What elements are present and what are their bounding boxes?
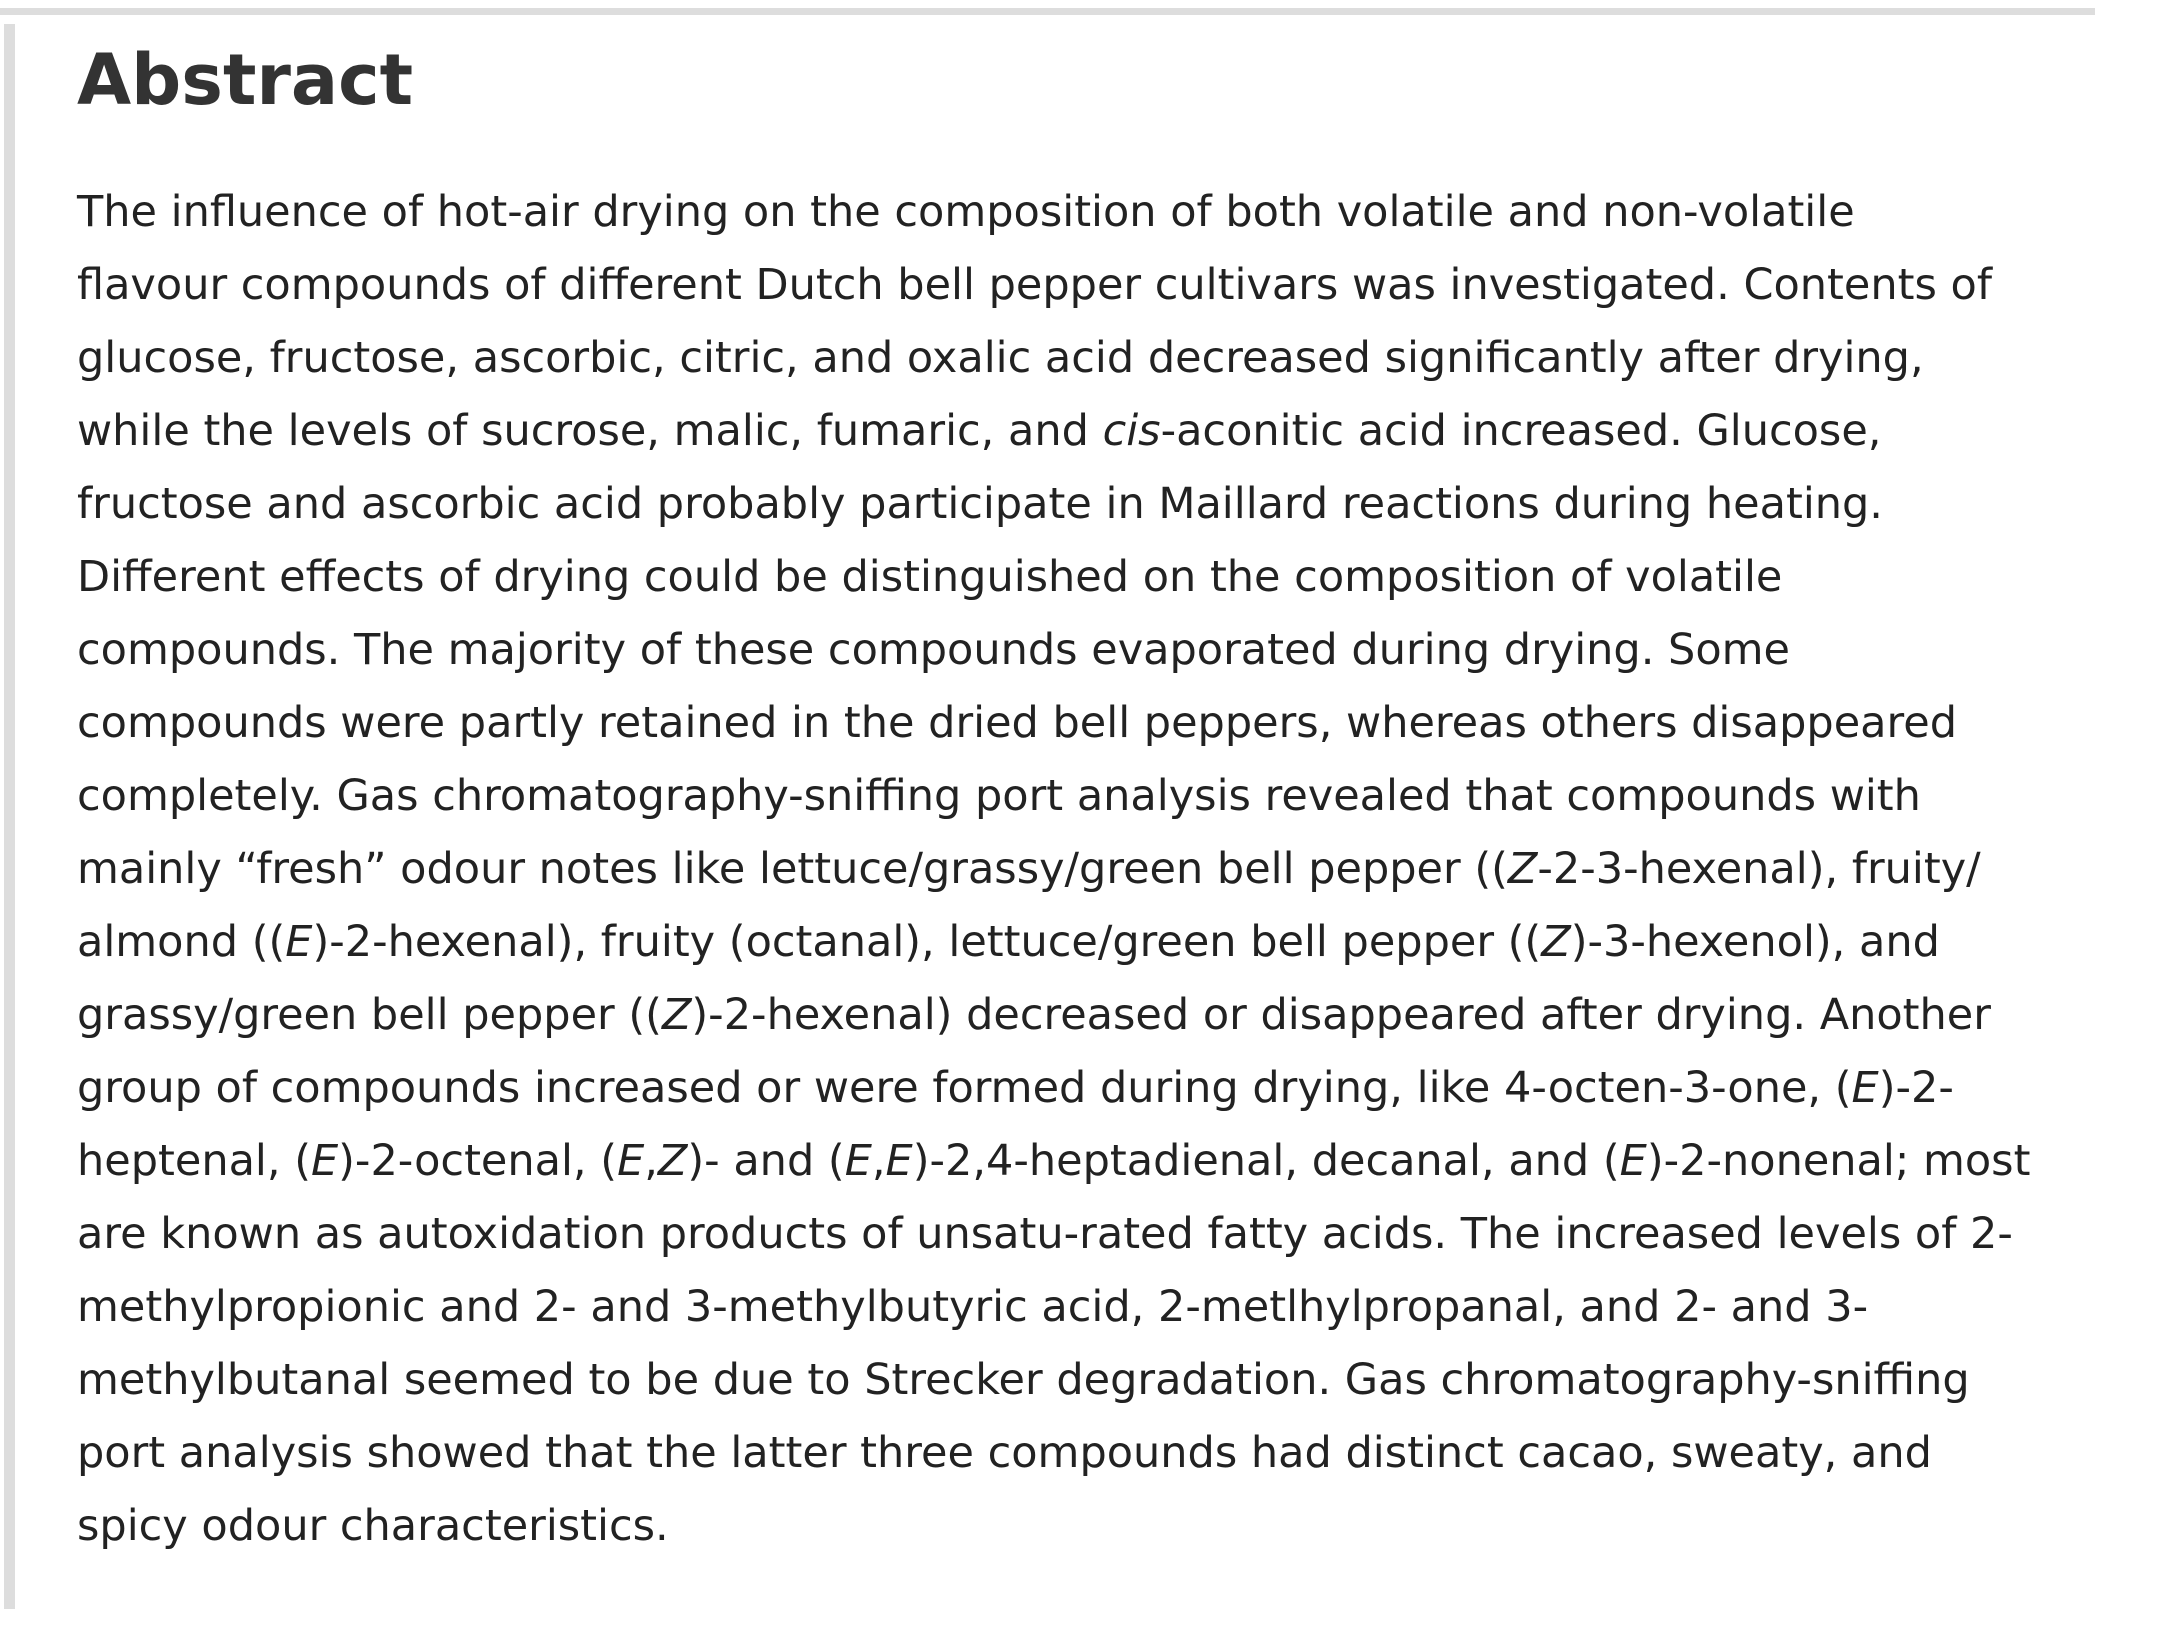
- text-run: grassy/green bell pepper ((: [77, 990, 662, 1040]
- text-run: heptenal, (: [77, 1136, 311, 1186]
- abstract-line: [77, 474, 1883, 534]
- abstract-line: [77, 1277, 1868, 1337]
- text-run: Different effects of drying could be distinguished on the composition of volatile: [77, 552, 1783, 602]
- italic-run: E: [617, 1136, 645, 1186]
- text-run: )-2-octenal, (: [338, 1136, 618, 1186]
- text-run: The influence of hot-air drying on the composition of both volatile and non-volatile: [77, 187, 1855, 237]
- text-run: almond ((: [77, 917, 286, 967]
- abstract-section: [0, 24, 2095, 1609]
- abstract-line: [77, 1350, 1970, 1410]
- text-run: )-2,4-heptadienal, decanal, and (: [912, 1136, 1620, 1186]
- abstract-line: [77, 255, 1992, 315]
- abstract-line: [77, 693, 1957, 753]
- abstract-line: [77, 1496, 669, 1556]
- text-run: compounds. The majority of these compounds evaporated during drying. Some: [77, 625, 1790, 675]
- text-run: completely. Gas chromatography-sniffing port analysis revealed that compounds with: [77, 771, 1921, 821]
- abstract-line: [77, 985, 1991, 1045]
- abstract-line: [77, 401, 1881, 461]
- italic-run: E: [1851, 1063, 1879, 1113]
- abstract-line: [77, 1058, 1954, 1118]
- text-run: glucose, fructose, ascorbic, citric, and oxalic acid decreased significantly after drying,: [77, 333, 1924, 383]
- text-run: -aconitic acid increased. Glucose,: [1160, 406, 1882, 456]
- text-run: ,: [644, 1136, 658, 1186]
- text-run: flavour compounds of different Dutch bell pepper cultivars was investigated. Contents of: [77, 260, 1992, 310]
- abstract-line: [77, 839, 1981, 899]
- italic-run: E: [310, 1136, 339, 1186]
- abstract-line: [77, 766, 1921, 826]
- italic-run: Z: [661, 990, 692, 1040]
- abstract-line: [77, 182, 1855, 242]
- italic-run: E: [885, 1136, 913, 1186]
- italic-run: E: [844, 1136, 872, 1186]
- text-run: fructose and ascorbic acid probably participate in Maillard reactions during heating.: [77, 479, 1883, 529]
- italic-run: Z: [657, 1136, 688, 1186]
- italic-run: Z: [1541, 917, 1571, 967]
- abstract-heading: Abstract: [77, 39, 414, 121]
- text-run: compounds were partly retained in the dried bell peppers, whereas others disappeared: [77, 698, 1958, 748]
- text-run: spicy odour characteristics.: [77, 1501, 669, 1551]
- italic-run: E: [285, 917, 313, 967]
- abstract-line: [77, 328, 1924, 388]
- text-run: )-2-: [1878, 1063, 1954, 1113]
- text-run: methylbutanal seemed to be due to Strecker degradation. Gas chromatography-sniffing: [77, 1355, 1970, 1405]
- text-run: ,: [871, 1136, 886, 1186]
- italic-run: E: [1619, 1136, 1647, 1186]
- text-run: methylpropionic and 2- and 3-methylbutyric acid, 2-metlhylpropanal, and 2- and 3-: [77, 1282, 1869, 1332]
- abstract-line: [77, 912, 1940, 972]
- abstract-line: [77, 1131, 2030, 1191]
- text-run: )-3-hexenol), and: [1570, 917, 1940, 967]
- text-run: port analysis showed that the latter three compounds had distinct cacao, sweaty, and: [77, 1428, 1932, 1478]
- italic-run: Z: [1507, 844, 1538, 894]
- text-run: mainly “fresh” odour notes like lettuce/grassy/green bell pepper ((: [77, 844, 1508, 894]
- abstract-line: [77, 547, 1782, 607]
- text-run: )-2-nonenal; most: [1646, 1136, 2031, 1186]
- text-run: )- and (: [687, 1136, 845, 1186]
- text-run: while the levels of sucrose, malic, fumaric, and: [77, 406, 1103, 456]
- text-run: group of compounds increased or were formed during drying, like 4-octen-3-one, (: [77, 1063, 1852, 1113]
- text-run: are known as autoxidation products of unsatu-rated fatty acids. The increased levels of 2-: [77, 1209, 2013, 1259]
- abstract-line: [77, 620, 1790, 680]
- abstract-line: [77, 1204, 2013, 1264]
- abstract-line: [77, 1423, 1932, 1483]
- italic-run: cis: [1102, 406, 1161, 456]
- text-run: -2-3-hexenal), fruity/: [1537, 844, 1981, 894]
- left-accent-bar: [4, 24, 15, 1609]
- top-divider: [0, 8, 2095, 15]
- text-run: )-2-hexenal) decreased or disappeared after drying. Another: [691, 990, 1991, 1040]
- text-run: )-2-hexenal), fruity (octanal), lettuce/green bell pepper ((: [312, 917, 1542, 967]
